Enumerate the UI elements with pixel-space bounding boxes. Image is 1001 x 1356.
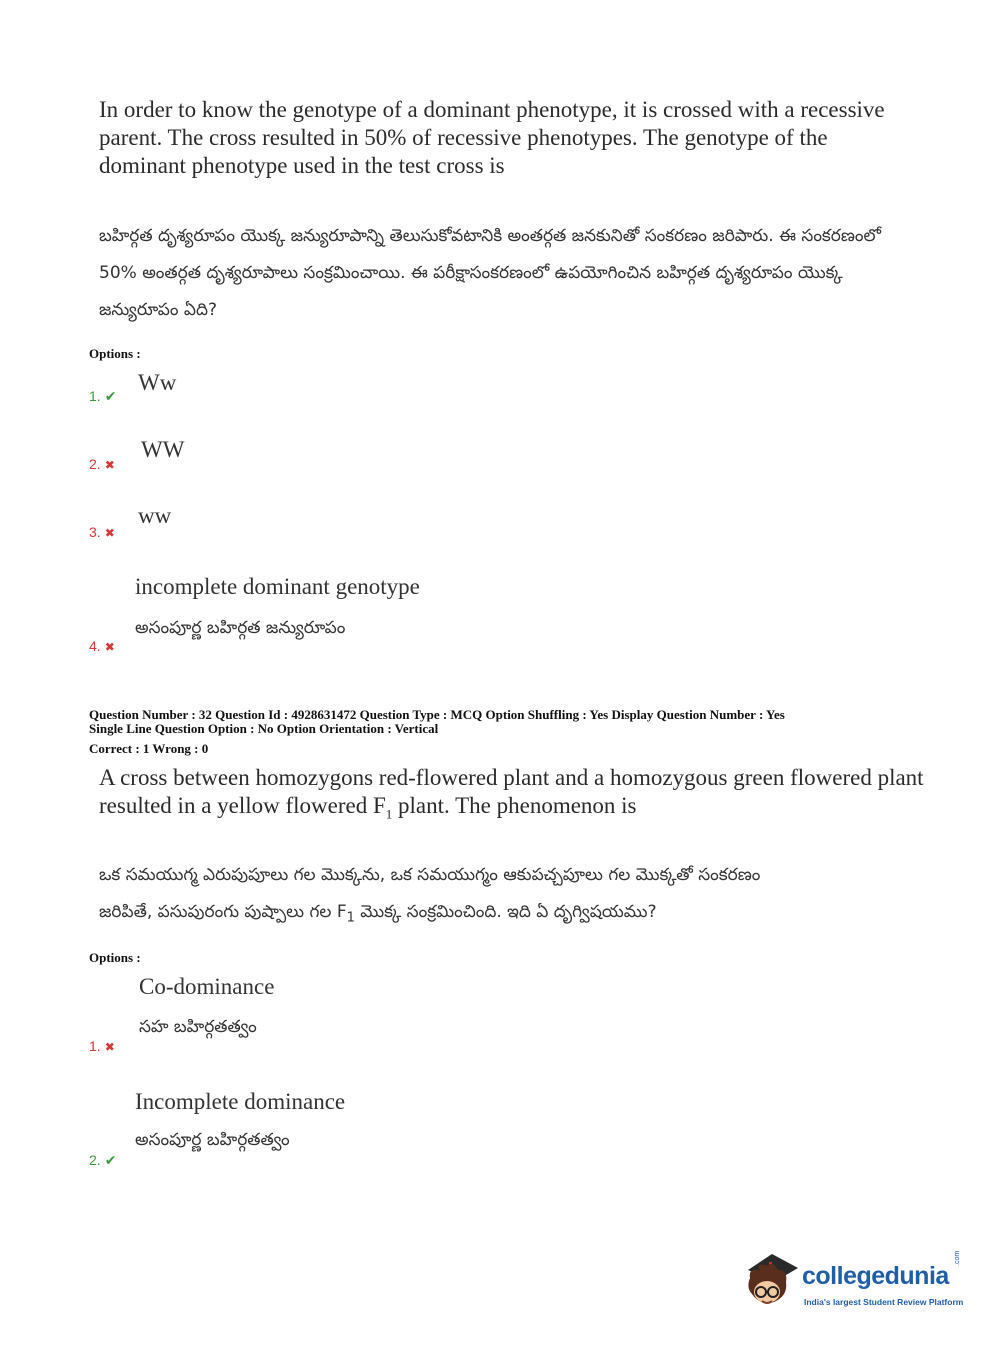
logo-brand: collegedunia bbox=[802, 1262, 949, 1290]
q32-text-en bbox=[99, 764, 924, 829]
q31-options-label: Options : bbox=[89, 346, 141, 361]
logo-tagline: India's largest Student Review Platform bbox=[804, 1297, 964, 1307]
q32-meta-line-2: Single Line Question Option : No Option Orientation : Vertical bbox=[89, 721, 439, 736]
q31-option-3-text: ww bbox=[138, 503, 172, 528]
q31-option-3-number: 3. ✖ bbox=[89, 524, 115, 540]
logo-suffix: .com bbox=[954, 1250, 961, 1266]
q31-option-1[interactable] bbox=[89, 368, 489, 408]
q32-options-label: Options : bbox=[89, 950, 141, 965]
q32-option-2[interactable] bbox=[89, 1087, 589, 1177]
q31-option-3[interactable] bbox=[89, 503, 489, 543]
cross-icon: ✖ bbox=[104, 1040, 115, 1054]
q31-option-2[interactable] bbox=[89, 435, 489, 475]
q32-option-2-number: 2. ✔ bbox=[89, 1152, 117, 1169]
q31-option-4-number: 4. ✖ bbox=[89, 638, 115, 654]
q31-text-te: బహిర్గత దృశ్యరూపం యొక్క జన్యురూపాన్ని తెలుసుకోవటానికి అంతర్గత జనకునితో సంకరణం జరిపారు. ఈ సంకరణంలో 50% అంతర్గత దృశ్యరూపాలు సంక్రమించాయి. ఈ పరీక్షాసంకరణంలో ఉపయోగించిన బహిర్గత దృశ్యరూపం యొక్క జన్యురూపం ఏది? bbox=[99, 226, 882, 320]
q31-option-4[interactable] bbox=[89, 572, 589, 662]
q31-option-1-text: Ww bbox=[138, 370, 177, 395]
q31-option-4-text-en: incomplete dominant genotype bbox=[135, 574, 420, 599]
q32-option-1[interactable] bbox=[89, 972, 589, 1062]
q32-text-te bbox=[99, 857, 919, 936]
collegedunia-logo[interactable] bbox=[742, 1248, 972, 1318]
q32-text-te-line-1: ఒక సమయుగ్మ ఎరుపుపూలు గల మొక్కను, ఒక సమయుగ్మం ఆకుపచ్చపూలు గల మొక్కతో సంకరణం bbox=[99, 865, 761, 885]
cross-icon: ✖ bbox=[104, 458, 115, 472]
q32-text-en-line-1: A cross between homozygons red-flowered plant and a homozygous green flowered plant bbox=[99, 765, 924, 790]
q32-option-1-text-te: సహ బహిర్గతత్వం bbox=[139, 1017, 257, 1037]
check-icon: ✔ bbox=[104, 389, 117, 405]
q32-option-2-text-en: Incomplete dominance bbox=[135, 1089, 346, 1114]
q31-option-2-text: WW bbox=[141, 437, 185, 462]
cross-icon: ✖ bbox=[104, 526, 115, 540]
q32-option-1-number: 1. ✖ bbox=[89, 1038, 115, 1054]
q32-text-te-line-2: జరిపితే, పసుపురంగు పుష్పాలు గల $F_1$ మొక్క సంక్రమించింది. ఇది ఏ దృగ్విషయము? bbox=[99, 902, 657, 926]
q31-option-4-text-te: అసంపూర్ణ బహిర్గత జన్యురూపం bbox=[135, 618, 346, 638]
q31-text-en: In order to know the genotype of a dominant phenotype, it is crossed with a recessive parent. The cross resulted in 50% of recessive phenotypes. The genotype of the dominant phenotype used in the test cross is bbox=[99, 97, 885, 178]
mascot-icon bbox=[742, 1248, 800, 1310]
q32-meta-line-3: Correct : 1 Wrong : 0 bbox=[89, 741, 209, 756]
q32-option-1-text-en: Co-dominance bbox=[139, 974, 275, 999]
q32-meta-line-1: Question Number : 32 Question Id : 4928631472 Question Type : MCQ Option Shuffling : Yes Display Question Number : Yes bbox=[89, 707, 785, 722]
q31-option-1-number: 1. ✔ bbox=[89, 388, 117, 405]
check-icon: ✔ bbox=[104, 1153, 117, 1169]
q32-option-2-text-te: అసంపూర్ణ బహిర్గతత్వం bbox=[135, 1130, 290, 1150]
cross-icon: ✖ bbox=[104, 640, 115, 654]
q31-option-2-number: 2. ✖ bbox=[89, 456, 115, 472]
q32-text-en-line-2: resulted in a yellow flowered $F_1$ plant. The phenomenon is bbox=[99, 793, 637, 822]
